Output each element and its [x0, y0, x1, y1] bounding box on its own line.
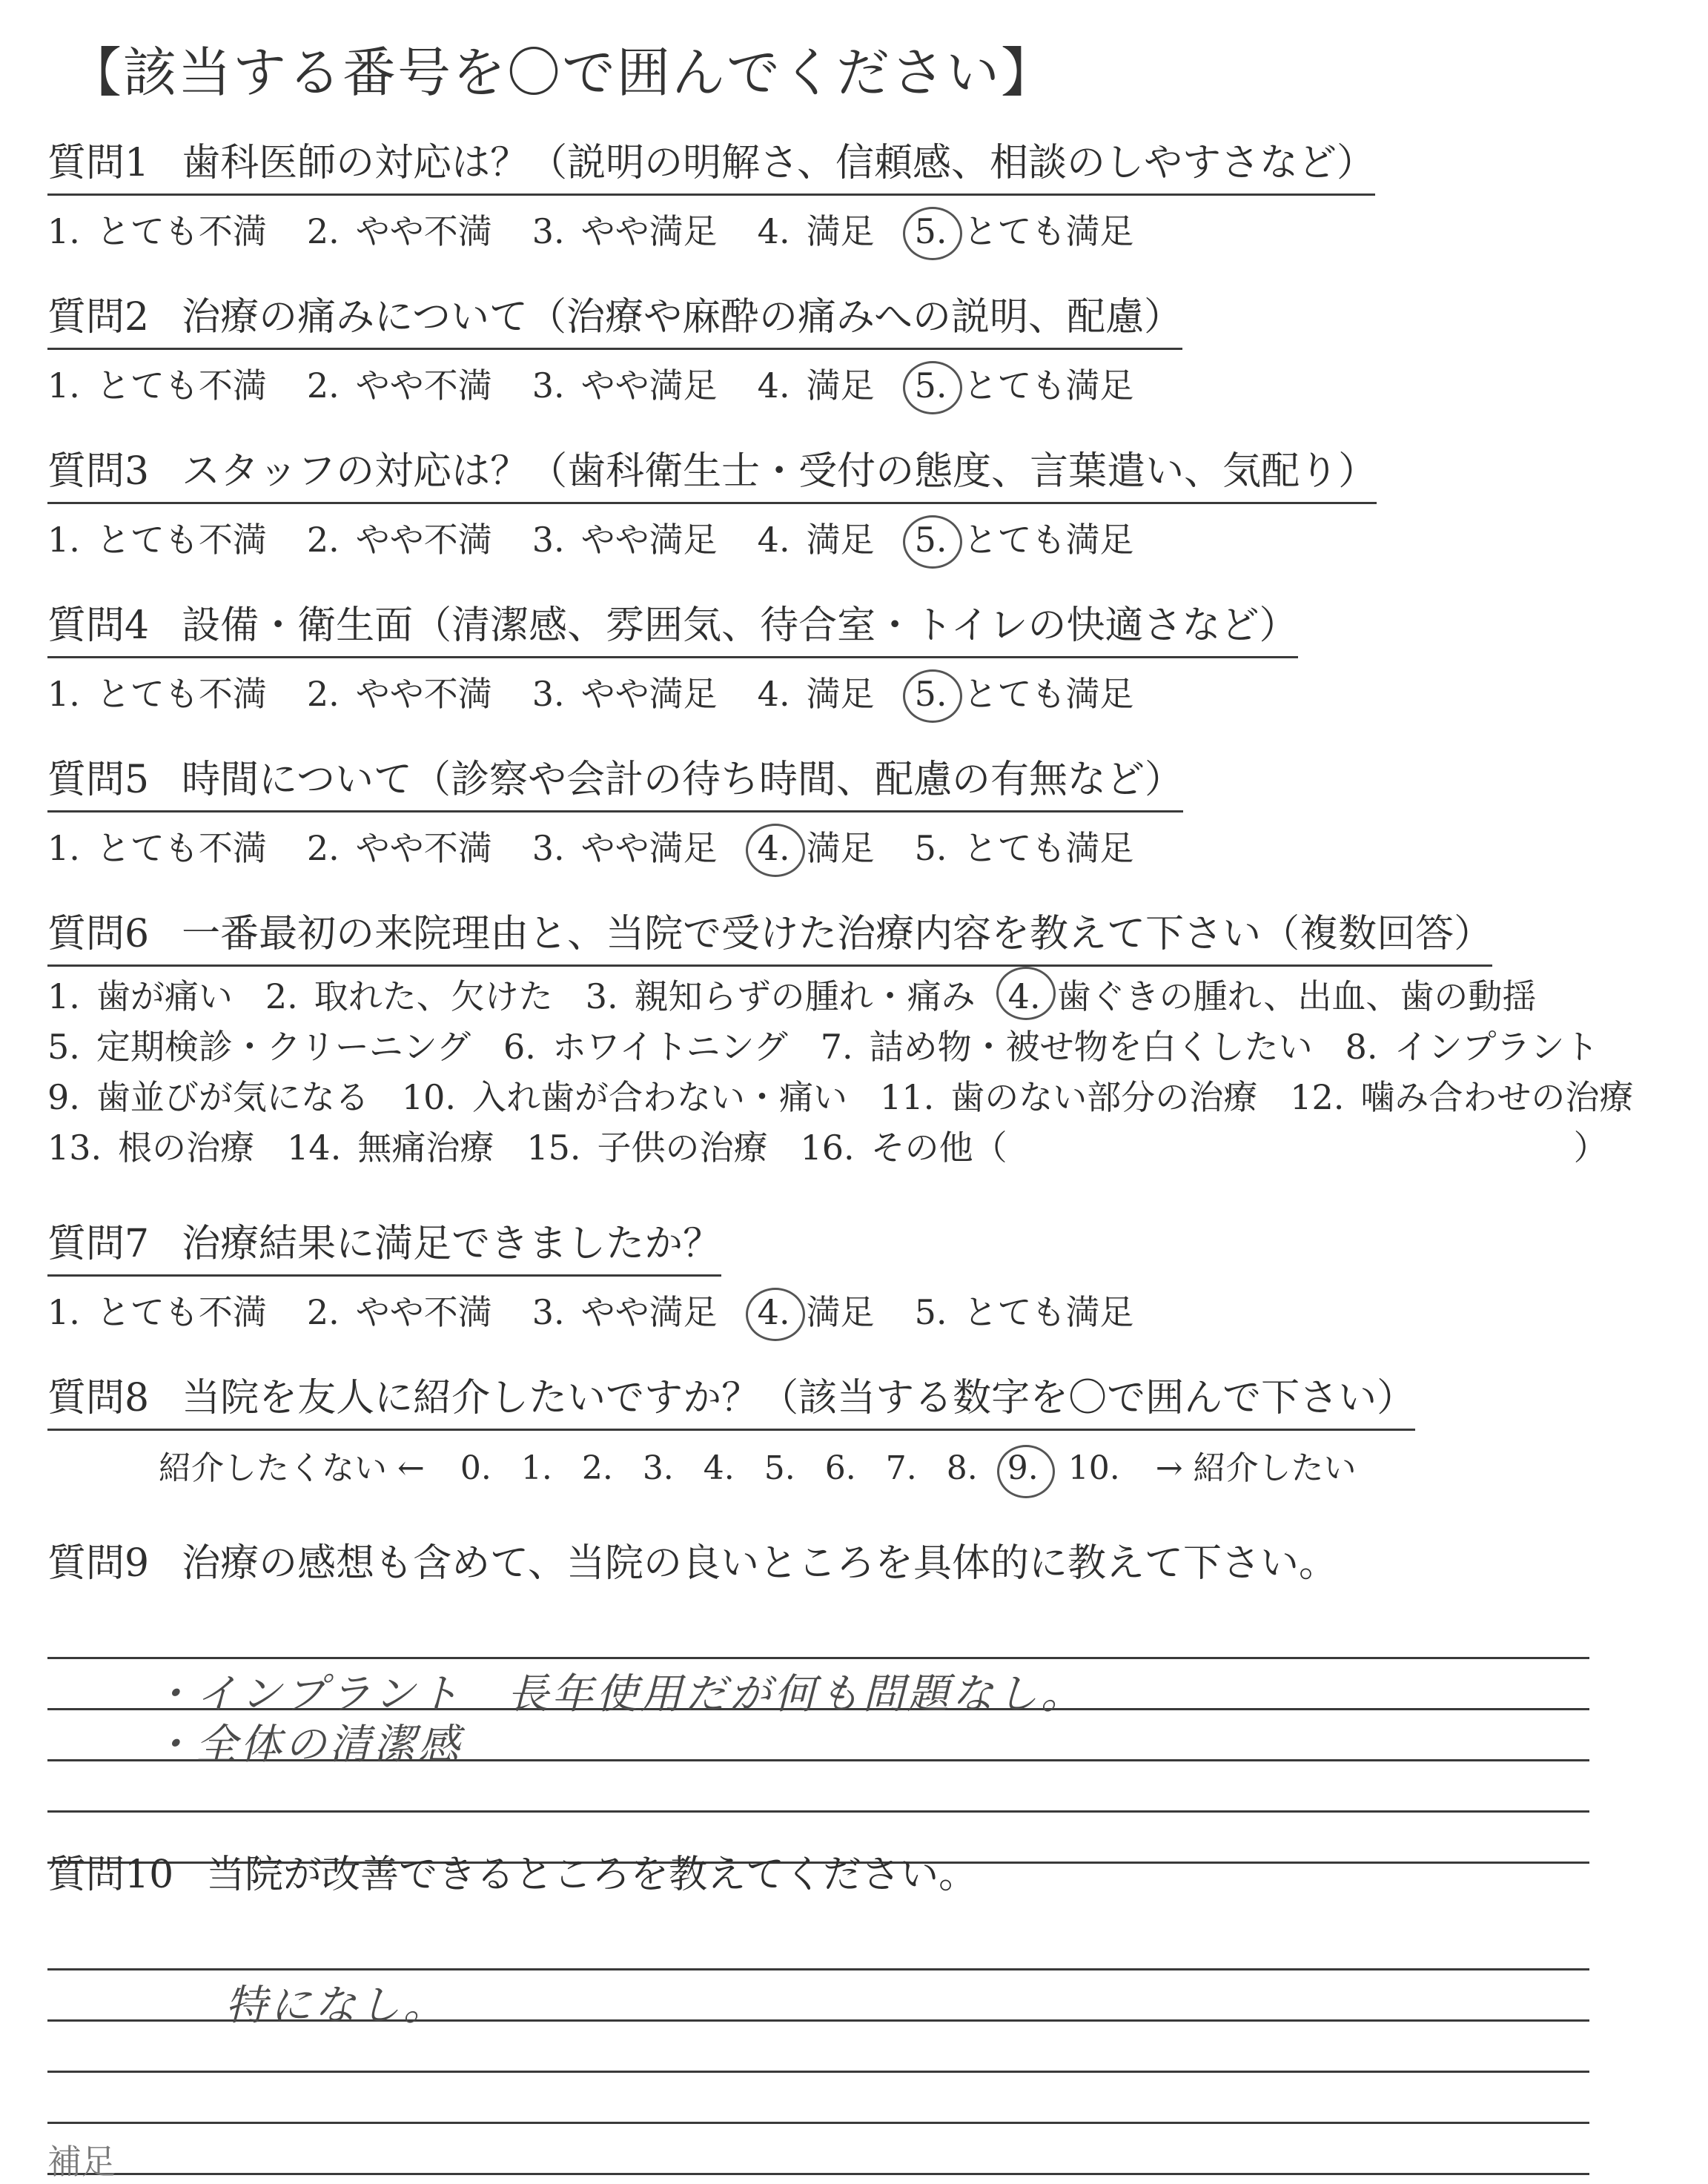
answer-option[interactable] — [47, 971, 233, 1022]
option-label: 歯ぐきの腫れ、出血、歯の動揺 — [1056, 976, 1537, 1016]
answer-option[interactable] — [47, 821, 267, 870]
scale-number[interactable]: 9. — [1007, 1449, 1039, 1487]
answer-line — [47, 1919, 1589, 1970]
question-title — [47, 139, 1375, 196]
option-number: 1. — [47, 674, 80, 714]
option-number: 2. — [306, 211, 340, 251]
option-number: 3. — [532, 828, 565, 868]
option-number: 3. — [585, 976, 618, 1016]
option-number: 14. — [287, 1128, 342, 1168]
option-number: 1. — [47, 211, 80, 251]
question-title — [47, 1374, 1415, 1431]
option-label: とても不満 — [96, 674, 267, 714]
option-number: 4. — [757, 1292, 790, 1332]
answer-option[interactable] — [758, 1285, 875, 1334]
answer-option[interactable] — [307, 667, 492, 716]
option-label: 根の治療 — [118, 1128, 255, 1168]
answer-option[interactable] — [915, 1285, 1134, 1334]
option-label: やや満足 — [580, 211, 718, 251]
option-label: とても満足 — [963, 211, 1134, 251]
scale-number[interactable]: 7. — [885, 1449, 917, 1487]
option-label: やや満足 — [580, 520, 718, 560]
option-label: とても満足 — [963, 365, 1134, 406]
option-number: 1. — [47, 520, 80, 560]
answer-options — [47, 971, 1664, 1173]
option-row — [47, 1072, 1664, 1122]
option-number: 15. — [526, 1128, 581, 1168]
question-title — [47, 1220, 721, 1277]
option-label: ホワイトニング — [552, 1027, 788, 1067]
scale-number[interactable]: 5. — [764, 1449, 795, 1487]
question-title — [47, 910, 1492, 967]
scale-number[interactable]: 4. — [703, 1449, 735, 1487]
answer-option[interactable] — [307, 205, 492, 254]
option-label: 歯が痛い — [96, 976, 233, 1016]
option-number: 4. — [757, 365, 790, 406]
scale-number[interactable]: 1. — [520, 1449, 552, 1487]
option-number: 5. — [914, 211, 947, 251]
option-number: 12. — [1290, 1077, 1345, 1117]
question-title — [47, 602, 1298, 658]
option-number: 4. — [757, 520, 790, 560]
option-label: 満足 — [806, 1292, 875, 1332]
option-label: 無痛治療 — [357, 1128, 494, 1168]
answer-line — [47, 1608, 1589, 1659]
option-label: 取れた、欠けた — [314, 976, 553, 1016]
option-label: とても満足 — [963, 1292, 1134, 1332]
answer-option[interactable] — [915, 513, 1134, 562]
answer-option[interactable] — [758, 513, 875, 562]
option-number: 4. — [757, 211, 790, 251]
option-number: 13. — [47, 1128, 102, 1168]
option-number: 3. — [532, 674, 565, 714]
option-label: やや不満 — [355, 520, 492, 560]
answer-option[interactable] — [915, 205, 1134, 254]
option-label: 入れ歯が合わない・痛い — [472, 1077, 848, 1117]
option-label: 歯並びが気になる — [96, 1077, 369, 1117]
scale-number[interactable]: 3. — [642, 1449, 674, 1487]
question-text: 当院を友人に紹介したいですか？（該当する数字を〇で囲んで下さい） — [182, 1376, 1416, 1420]
answer-lines — [47, 1608, 1589, 1864]
option-label: とても不満 — [96, 828, 267, 868]
answer-option[interactable] — [586, 971, 976, 1022]
question-text: スタッフの対応は？（歯科衛生士・受付の態度、言葉遣い、気配り） — [182, 449, 1377, 494]
option-number: 2. — [306, 828, 340, 868]
question-title — [47, 1532, 1664, 1587]
question-number: 質問2 — [47, 295, 150, 340]
option-label: とても不満 — [96, 1292, 267, 1332]
answer-option[interactable] — [1290, 1072, 1633, 1122]
answer-options — [47, 1285, 1664, 1334]
scale-number[interactable]: 8. — [946, 1449, 978, 1487]
option-label: 満足 — [806, 520, 875, 560]
question-number: 質問9 — [47, 1541, 150, 1586]
question-text: 歯科医師の対応は？（説明の明解さ、信頼感、相談のしやすさなど） — [182, 141, 1376, 185]
scale-number[interactable]: 6. — [824, 1449, 856, 1487]
handwritten-answer: 特になし。 — [225, 1982, 448, 2030]
option-number: 11. — [880, 1077, 935, 1117]
question-text: 治療結果に満足できましたか？ — [182, 1222, 722, 1266]
page-title: 【該当する番号を〇で囲んでください】 — [68, 42, 1056, 104]
option-label: とても不満 — [96, 365, 267, 406]
answer-option[interactable] — [265, 971, 553, 1022]
option-label: 定期検診・クリーニング — [96, 1027, 471, 1067]
option-label: 子供の治療 — [597, 1128, 768, 1168]
question-text: 治療の感想も含めて、当院の良いところを具体的に教えて下さい。 — [182, 1541, 1338, 1586]
question-text: 設備・衛生面（清潔感、雰囲気、待合室・トイレの快適さなど） — [182, 603, 1298, 648]
answer-options — [47, 821, 1664, 870]
answer-option[interactable] — [532, 205, 718, 254]
option-number: 5. — [914, 520, 947, 560]
answer-option[interactable] — [821, 1022, 1313, 1072]
answer-options — [47, 667, 1664, 716]
option-label: やや不満 — [355, 365, 492, 406]
option-number: 5. — [47, 1027, 80, 1067]
question-number: 質問4 — [47, 603, 150, 648]
answer-option[interactable] — [526, 1122, 767, 1173]
question-5 — [47, 756, 1664, 870]
answer-option[interactable] — [402, 1072, 847, 1122]
question-title — [47, 1843, 1664, 1899]
answer-options — [47, 359, 1664, 408]
question-text: 時間について（診察や会計の待ち時間、配慮の有無など） — [182, 758, 1184, 802]
option-row — [47, 971, 1664, 1022]
option-number: 2. — [306, 365, 340, 406]
option-label: 満足 — [806, 828, 875, 868]
answer-option[interactable] — [47, 359, 267, 408]
answer-option[interactable] — [47, 513, 267, 562]
scale-number[interactable]: 2. — [581, 1449, 613, 1487]
question-4 — [47, 602, 1664, 716]
answer-option[interactable] — [758, 205, 875, 254]
option-number: 1. — [47, 365, 80, 406]
option-label: やや満足 — [580, 674, 718, 714]
option-number: 2. — [306, 674, 340, 714]
option-number: 16. — [800, 1128, 855, 1168]
option-number: 4. — [757, 674, 790, 714]
scale-right-label: → 紹介したい — [1155, 1449, 1357, 1487]
answer-option[interactable] — [47, 205, 267, 254]
option-row — [47, 1022, 1664, 1072]
question-number: 質問6 — [47, 912, 150, 956]
option-number: 6. — [503, 1027, 536, 1067]
option-label: やや満足 — [580, 828, 718, 868]
option-row — [47, 1122, 1664, 1173]
answer-option[interactable] — [307, 359, 492, 408]
answer-option[interactable] — [915, 821, 1134, 870]
question-text: 当院が改善できるところを教えてください。 — [206, 1853, 978, 1897]
option-number: 2. — [306, 1292, 340, 1332]
question-title — [47, 294, 1182, 350]
question-7 — [47, 1220, 1664, 1334]
answer-option[interactable] — [307, 513, 492, 562]
option-label: 詰め物・被せ物を白くしたい — [869, 1027, 1313, 1067]
scale-number[interactable]: 10. — [1068, 1449, 1120, 1487]
option-number: 1. — [47, 1292, 80, 1332]
option-label: 歯のない部分の治療 — [950, 1077, 1258, 1117]
handwritten-answer: ・インプラント 長年使用だが何も問題なし。 — [151, 1670, 1085, 1718]
option-number: 4. — [757, 828, 790, 868]
question-title — [47, 448, 1377, 504]
answer-option[interactable] — [47, 667, 267, 716]
option-label: その他（ — [870, 1128, 1007, 1168]
option-label: やや不満 — [355, 828, 492, 868]
answer-line — [47, 2073, 1589, 2124]
question-number: 質問8 — [47, 1376, 150, 1420]
option-label: やや満足 — [580, 1292, 718, 1332]
question-9 — [47, 1532, 1664, 1864]
option-number: 3. — [532, 211, 565, 251]
option-number: 2. — [265, 976, 298, 1016]
option-label: やや不満 — [355, 211, 492, 251]
option-label: 満足 — [806, 365, 875, 406]
option-number: 5. — [914, 674, 947, 714]
recommend-scale — [47, 1441, 1664, 1489]
question-title — [47, 756, 1183, 813]
answer-option[interactable] — [758, 359, 875, 408]
option-number: 5. — [914, 365, 947, 406]
answer-lines — [47, 1919, 1589, 2175]
question-number: 質問3 — [47, 449, 150, 494]
option-number: 1. — [47, 976, 80, 1016]
option-number: 1. — [47, 828, 80, 868]
answer-option[interactable] — [307, 1285, 492, 1334]
answer-option[interactable] — [532, 667, 718, 716]
scale-numbers — [446, 1449, 1135, 1487]
answer-option[interactable] — [47, 1072, 369, 1122]
answer-option[interactable] — [47, 1285, 267, 1334]
option-number: 3. — [532, 520, 565, 560]
answer-option[interactable] — [47, 1122, 254, 1173]
option-label: 噛み合わせの治療 — [1360, 1077, 1634, 1117]
question-3 — [47, 448, 1664, 562]
question-2 — [47, 294, 1664, 408]
option-label: とても満足 — [963, 674, 1134, 714]
handwritten-answer: ・全体の清潔感 — [151, 1721, 463, 1769]
option-label: 親知らずの腫れ・痛み — [634, 976, 976, 1016]
option-label: 満足 — [806, 674, 875, 714]
option-number: 3. — [532, 365, 565, 406]
answer-option[interactable] — [503, 1022, 788, 1072]
option-number: 7. — [820, 1027, 853, 1067]
question-10 — [47, 1843, 1664, 2175]
answer-option[interactable] — [532, 821, 718, 870]
option-number: 5. — [914, 1292, 947, 1332]
option-number: 9. — [47, 1077, 80, 1117]
answer-option[interactable] — [287, 1122, 494, 1173]
option-label: とても不満 — [96, 520, 267, 560]
answer-option[interactable] — [532, 359, 718, 408]
question-text: 治療の痛みについて（治療や麻酔の痛みへの説明、配慮） — [182, 295, 1183, 340]
option-label: とても満足 — [963, 828, 1134, 868]
option-number: 3. — [532, 1292, 565, 1332]
answer-option[interactable] — [915, 667, 1134, 716]
option-number: 10. — [401, 1077, 457, 1117]
question-1 — [47, 139, 1664, 254]
option-number: 8. — [1345, 1027, 1378, 1067]
option-label: やや不満 — [355, 1292, 492, 1332]
answer-option[interactable] — [915, 359, 1134, 408]
option-label: とても満足 — [963, 520, 1134, 560]
answer-option[interactable] — [1345, 1022, 1599, 1072]
answer-options — [47, 205, 1664, 254]
answer-line — [47, 2124, 1589, 2175]
question-text: 一番最初の来院理由と、当院で受けた治療内容を教えて下さい（複数回答） — [182, 912, 1493, 956]
question-number: 質問5 — [47, 758, 150, 802]
answer-option[interactable] — [880, 1072, 1257, 1122]
other-close-paren: ） — [1573, 1128, 1608, 1168]
option-label: やや不満 — [355, 674, 492, 714]
question-number: 質問7 — [47, 1222, 150, 1266]
option-label: インプラント — [1394, 1027, 1599, 1067]
option-label: 満足 — [806, 211, 875, 251]
answer-option[interactable] — [1008, 971, 1537, 1022]
footer-partial-text: 補足 — [47, 2142, 116, 2182]
answer-option[interactable] — [532, 513, 718, 562]
option-label: とても不満 — [96, 211, 267, 251]
option-number: 4. — [1008, 971, 1041, 1022]
answer-option[interactable] — [758, 821, 875, 870]
option-label: やや満足 — [580, 365, 718, 406]
question-6 — [47, 910, 1664, 1173]
answer-option[interactable] — [307, 821, 492, 870]
scale-left-label: 紹介したくない ← — [159, 1449, 425, 1487]
answer-option[interactable] — [758, 667, 875, 716]
answer-options — [47, 513, 1664, 562]
answer-option[interactable] — [532, 1285, 718, 1334]
answer-option[interactable] — [47, 1022, 471, 1072]
option-number: 2. — [306, 520, 340, 560]
question-number: 質問1 — [47, 141, 150, 185]
scale-number[interactable]: 0. — [460, 1449, 491, 1487]
question-number: 質問10 — [47, 1853, 174, 1897]
answer-option[interactable] — [800, 1122, 1007, 1173]
option-number: 5. — [914, 828, 947, 868]
question-8 — [47, 1374, 1664, 1489]
